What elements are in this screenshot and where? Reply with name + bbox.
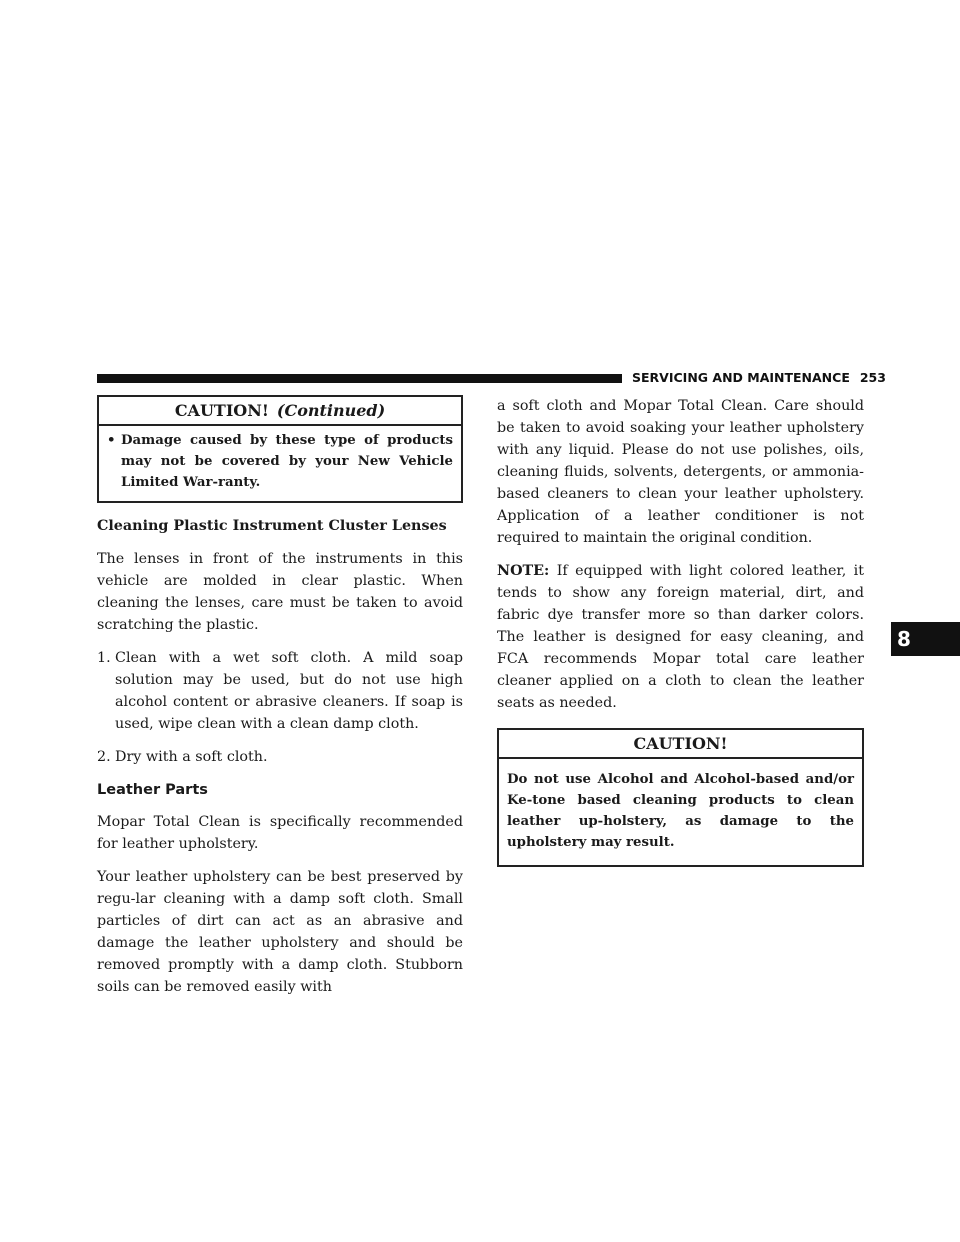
step-text: Clean with a wet soft cloth. A mild soap solution may be used, but do not use high alcohol content or abrasive cleaners. If soap is used, wipe clean with a clean damp cloth. [115,650,463,732]
caution-continued-body [99,426,461,501]
caution-bullet-text: Damage caused by these type of products may not be covered by your New Vehicle Limited War-ranty. [121,433,453,490]
caution-continued-header [99,397,461,426]
lenses-heading: Cleaning Plastic Instrument Cluster Lenses [97,518,447,534]
note-text: If equipped with light colored leather, it tends to show any foreign material, dirt, and fabric dye transfer more so than darker colors. The leather is designed for easy cleaning, and FCA recommends Mopar total care leather cleaner applied on a cloth to clean the leather seats as needed. [497,563,864,711]
left-column [97,395,463,998]
note-label: NOTE: [497,563,550,579]
caution-continued-box [97,395,463,503]
lenses-step-2 [97,746,463,768]
continued-label: (Continued) [276,401,386,420]
section-title: SERVICING AND MAINTENANCE [632,370,850,385]
leather-note [497,560,864,714]
bullet-icon: • [107,433,116,448]
caution-leather-box [497,728,864,867]
leather-para-2: Your leather upholstery can be best preserved by regu-lar cleaning with a damp soft cloth. Small particles of dirt can act as an abrasive and damage the leather upholstery and should be removed promptly with a damp cloth. Stubborn soils can be removed easily with [97,869,463,995]
caution-title: CAUTION! [174,401,269,420]
page-number: 253 [859,370,886,385]
lenses-intro: The lenses in front of the instruments in this vehicle are molded in clear plastic. When cleaning the lenses, care must be taken to avoid scratching the plastic. [97,551,463,633]
chapter-number: 8 [897,627,911,651]
caution-leather-body: Do not use Alcohol and Alcohol-based and/or Ke-tone based cleaning products to clean leather up-holstery, as damage to the upholstery may result. [507,772,854,850]
leather-para-2-continued: a soft cloth and Mopar Total Clean. Care should be taken to avoid soaking your leather upholstery with any liquid. Please do not use polishes, oils, cleaning fluids, solvents, detergents, or ammonia-based cleaners to clean your leather upholstery. Application of a leather conditioner is not required to maintain the original condition. [497,398,864,546]
caution-leather-header: CAUTION! [499,730,862,759]
running-head [632,368,886,390]
step-number: 2. [97,749,111,765]
lenses-step-1 [97,647,463,735]
caution-bullet-item [107,430,453,493]
leather-para-1: Mopar Total Clean is specifically recommended for leather upholstery. [97,814,463,852]
leather-heading: Leather Parts [97,782,208,798]
header-rule [97,374,622,383]
step-text: Dry with a soft cloth. [115,749,268,765]
step-number: 1. [97,650,111,666]
chapter-tab [891,622,960,656]
right-column [497,395,864,867]
